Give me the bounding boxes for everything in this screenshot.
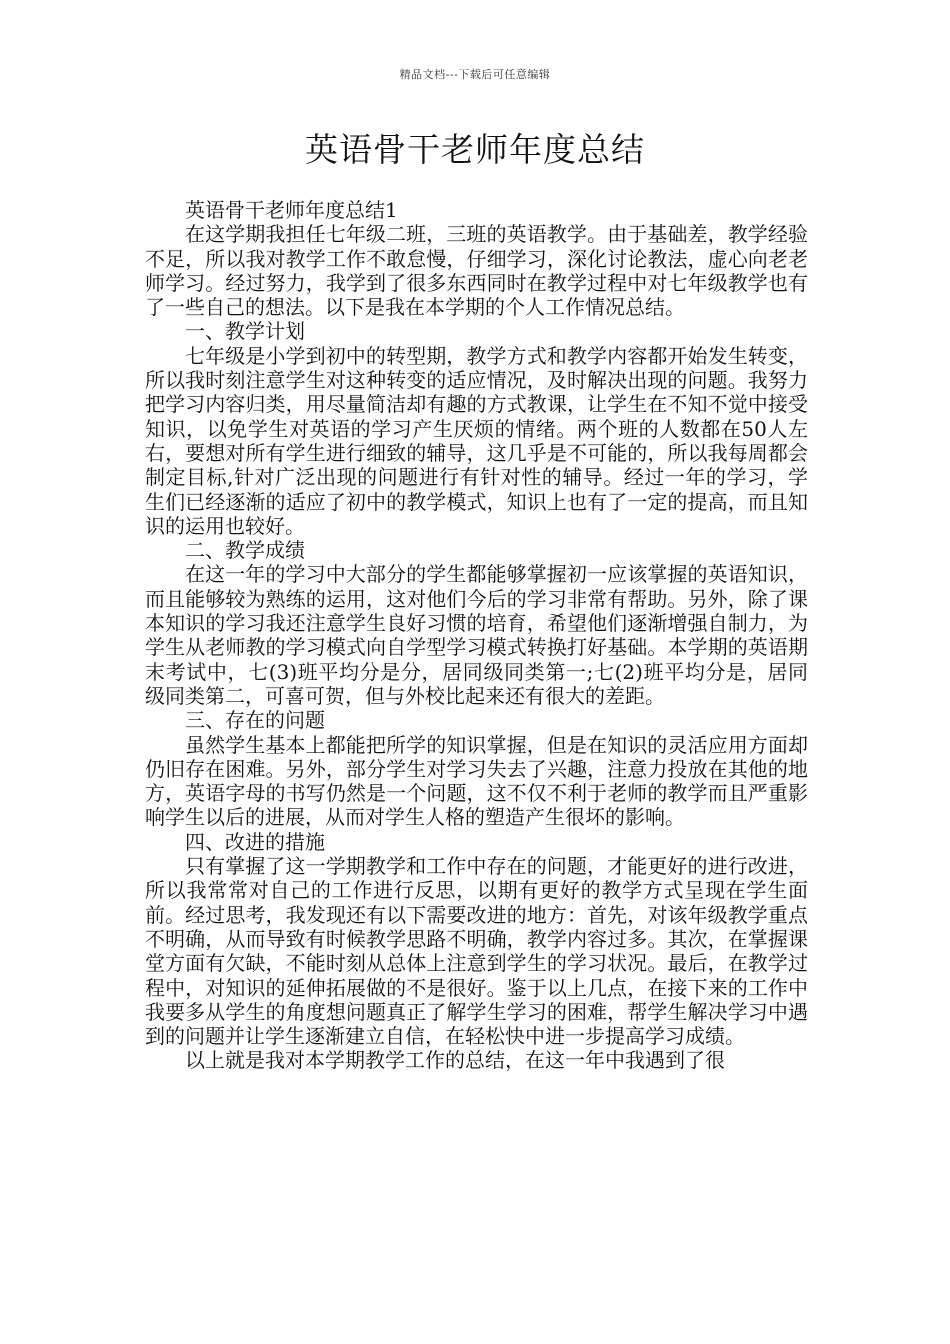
document-title: 英语骨干老师年度总结	[305, 130, 645, 169]
closing-paragraph: 以上就是我对本学期教学工作的总结，在这一年中我遇到了很	[185, 1048, 725, 1073]
problems-paragraph: 虽然学生基本上都能把所学的知识掌握，但是在知识的灵活应用方面却仍旧存在困难。另外，部分学生对学习失去了兴趣，注意力投放在其他的地方，英语字母的书写仍然是一个问题，这不仅不利于老师的教学而且严重影响学生以后的进展，从而对学生人格的塑造产生很坏的影响。	[145, 732, 808, 830]
subtitle-paragraph: 英语骨干老师年度总结1	[185, 198, 398, 222]
page-header-note: 精品文档---下载后可任意编辑	[399, 68, 551, 81]
section-heading-teaching-results: 二、教学成绩	[185, 538, 305, 563]
intro-paragraph: 在这学期我担任七年级二班，三班的英语教学。由于基础差，教学经验不足，所以我对教学工作不敢怠慢，仔细学习，深化讨论教法，虚心向老老师学习。经过努力，我学到了很多东西同时在教学过程中对七年级教学也有了一些自己的想法。以下是我在本学期的个人工作情况总结。	[145, 222, 808, 320]
improvements-paragraph: 只有掌握了这一学期教学和工作中存在的问题，才能更好的进行改进，所以我常常对自己的工作进行反思，以期有更好的教学方式呈现在学生面前。经过思考，我发现还有以下需要改进的地方：首先，对该年级教学重点不明确，从而导致有时候教学思路不明确，教学内容过多。其次，在掌握课堂方面有欠缺，不能时刻从总体上注意到学生的学习状况。最后，在教学过程中，对知识的延伸拓展做的不是很好。鉴于以上几点，在接下来的工作中我要多从学生的角度想问题真正了解学生学习的困难，帮学生解决学习中遇到的问题并让学生逐渐建立自信，在轻松快中进一步提高学习成绩。	[145, 854, 808, 1049]
section-heading-teaching-plan: 一、教学计划	[185, 319, 305, 344]
document-body	[145, 198, 808, 1073]
teaching-plan-paragraph: 七年级是小学到初中的转型期，教学方式和教学内容都开始发生转变，所以我时刻注意学生对这种转变的适应情况，及时解决出现的问题。我努力把学习内容归类，用尽量简洁却有趣的方式教课，让学生在不知不觉中接受知识，以免学生对英语的学习产生厌烦的情绪。两个班的人数都在50人左右，要想对所有学生进行细致的辅导，这几乎是不可能的，所以我每周都会制定目标,针对广泛出现的问题进行有针对性的辅导。经过一年的学习，学生们已经逐渐的适应了初中的教学模式，知识上也有了一定的提高，而且知识的运用也较好。	[145, 343, 808, 538]
section-heading-problems: 三、存在的问题	[185, 708, 325, 733]
section-heading-improvements: 四、改进的措施	[185, 829, 325, 854]
teaching-results-paragraph: 在这一年的学习中大部分的学生都能够掌握初一应该掌握的英语知识，而且能够较为熟练的运用，这对他们今后的学习非常有帮助。另外，除了课本知识的学习我还注意学生良好习惯的培育，希望他们逐渐增强自制力，为学生从老师教的学习模式向自学型学习模式转换打好基础。本学期的英语期末考试中，七(3)班平均分是分，居同级同类第一;七(2)班平均分是，居同级同类第二，可喜可贺，但与外校比起来还有很大的差距。	[145, 562, 808, 708]
